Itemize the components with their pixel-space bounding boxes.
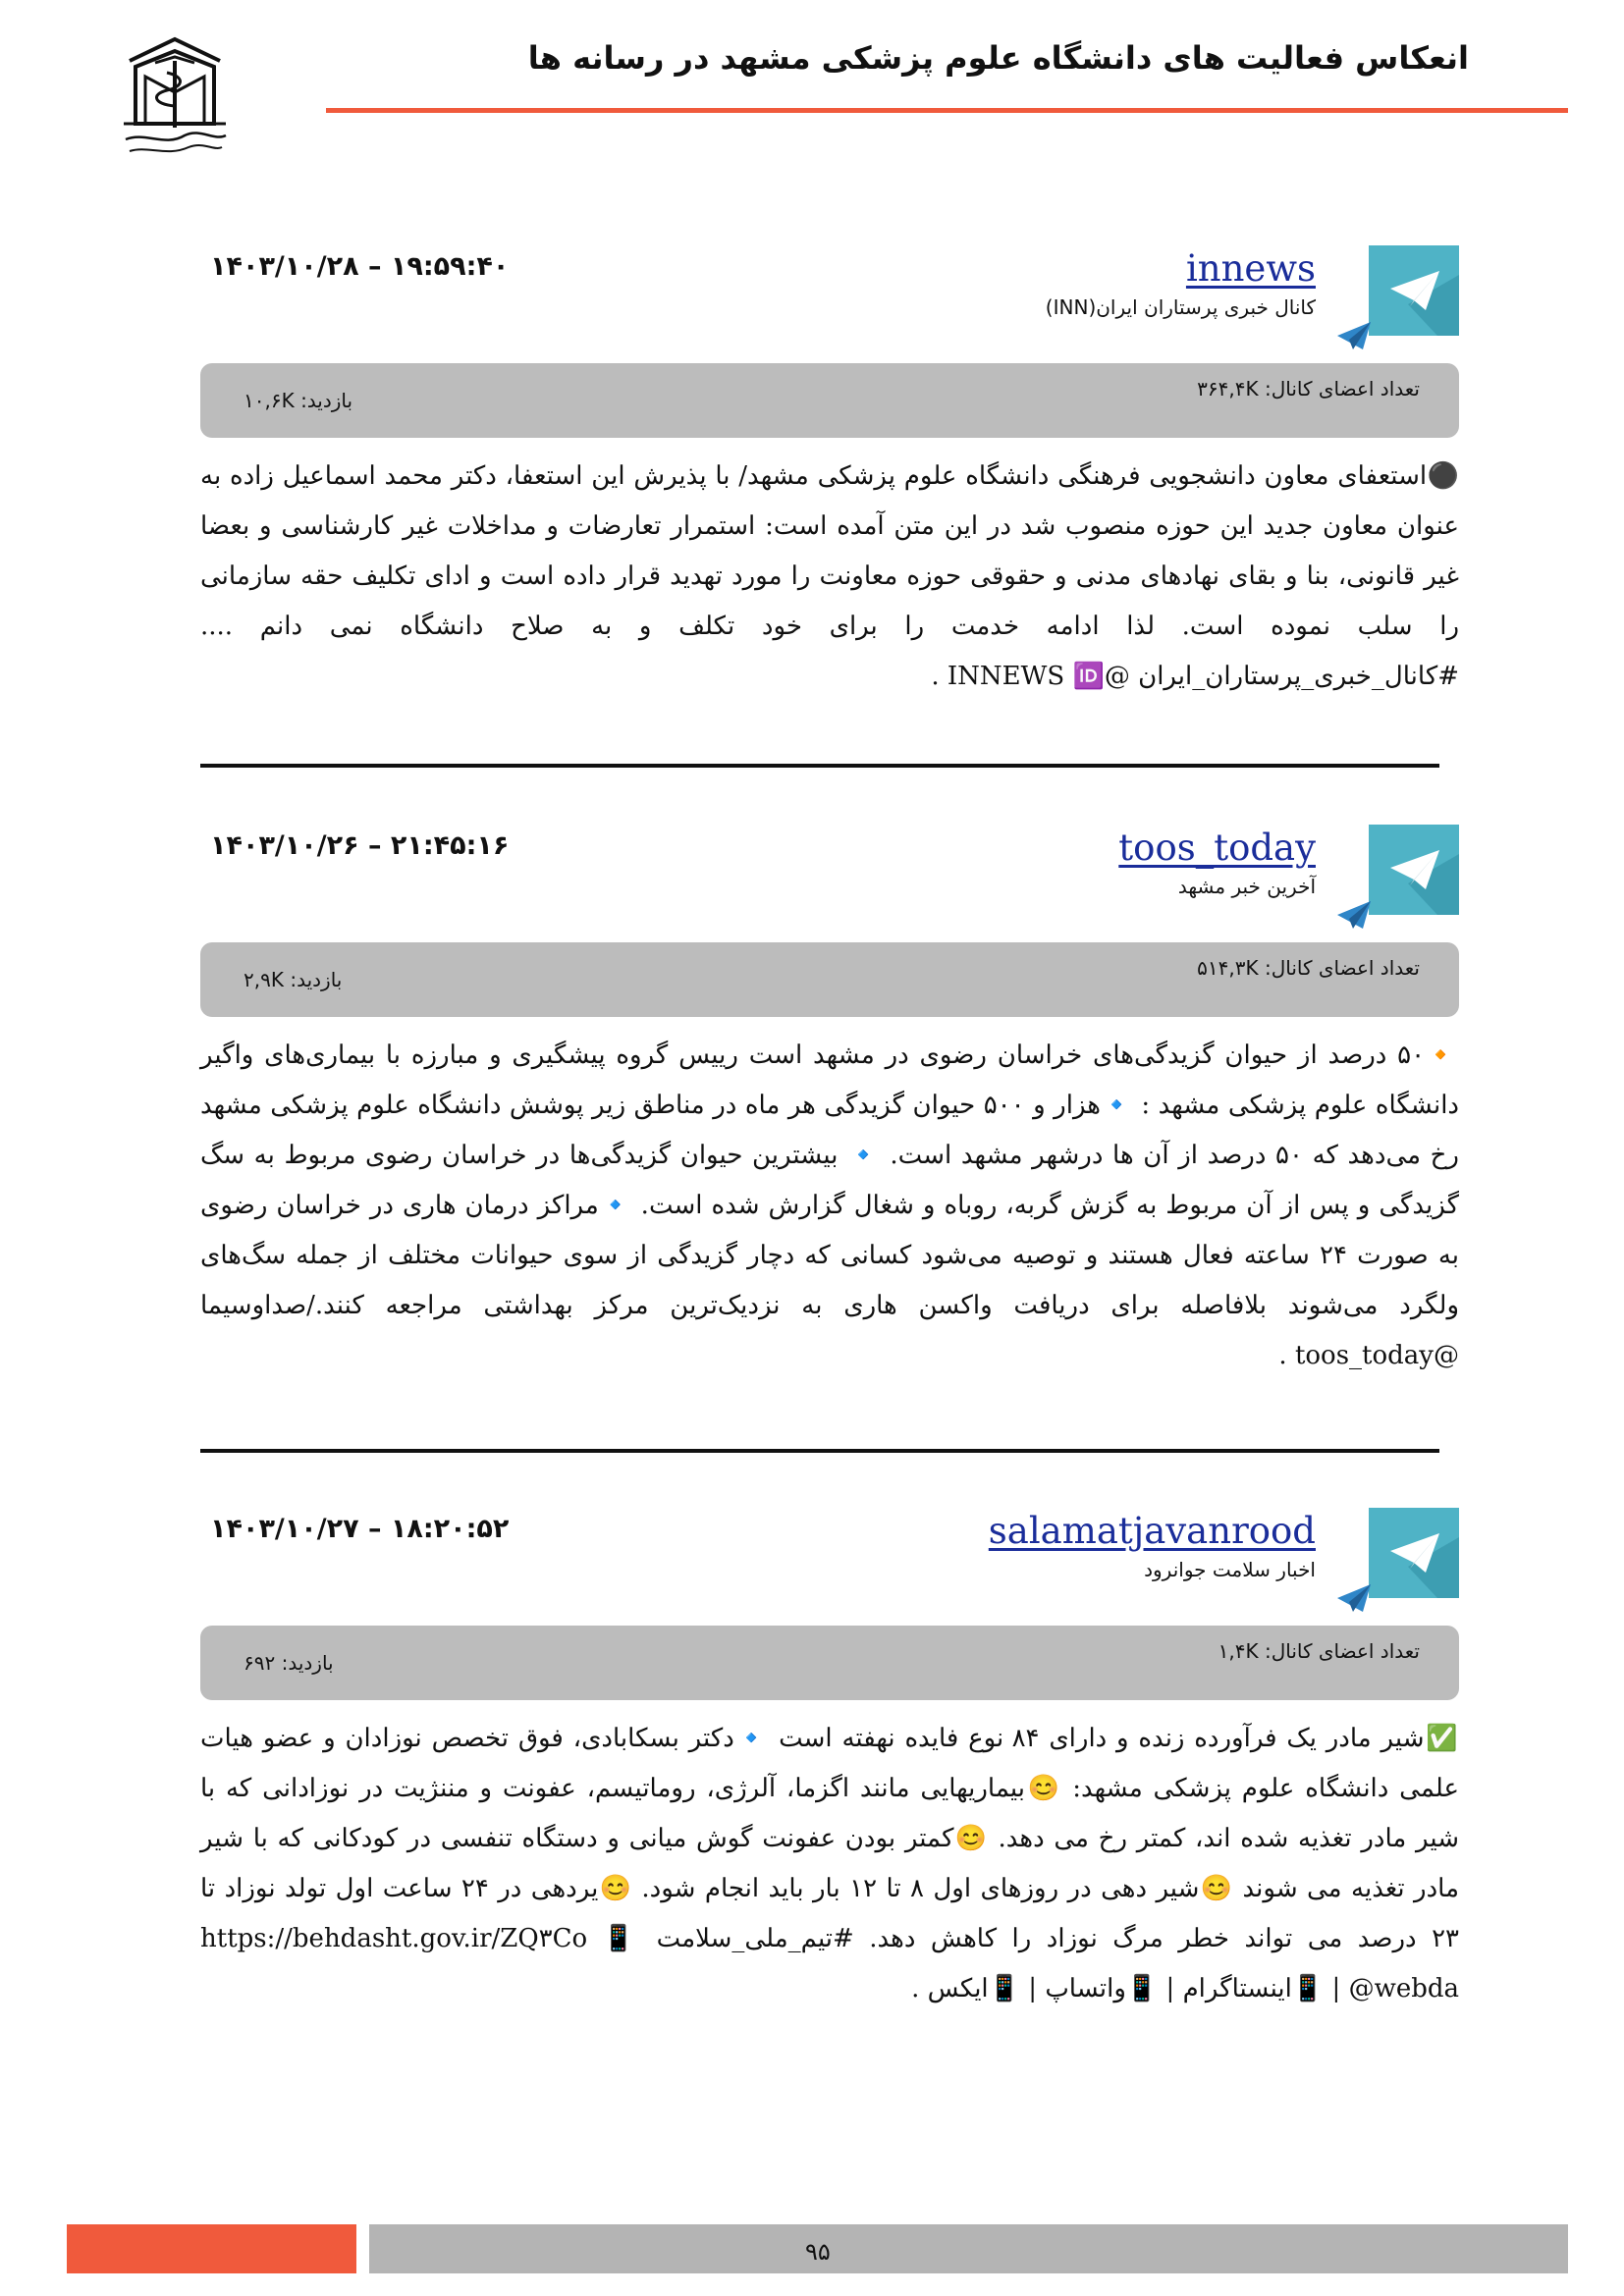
- post-body: 🔸۵۰ درصد از حیوان گزیدگی‌های خراسان رضوی در مشهد است رییس گروه پیشگیری و مبارزه با بیماری‌های واگیر دانشگاه علوم پزشکی مشهد : 🔹هزار و ۵۰۰ حیوان گزیدگی هر ماه در مناطق زیر پوشش دانشگاه علوم پزشکی مشهد رخ می‌دهد که ۵۰ درصد از آن ها درشهر مشهد است. 🔹 بیشترین حیوان گزیدگی‌ها در خراسان رضوی مربوط به سگ گزیدگی و پس از آن مربوط به گزش گربه، روباه و شغال گزارش شده است. 🔹مراکز درمان هاری در خراسان رضوی به صورت ۲۴ ساعته فعال هستند و توصیه می‌شود کسانی که دچار گزیدگی از سوی حیوانات مختلف از جمله سگ‌های ولگرد می‌شوند بلافاصله برای دریافت واکسن هاری به نزدیک‌ترین مرکز بهداشتی مراجعه کنند./صداوسیما @toos_today .: [200, 1041, 1460, 1370]
- members-label: تعداد اعضای کانال:: [1264, 377, 1420, 400]
- channel-link[interactable]: salamatjavanrood: [988, 1510, 1316, 1552]
- views-label: بازدید:: [300, 389, 353, 412]
- views-label: بازدید:: [281, 1651, 334, 1675]
- channel-name: آخرین خبر مشهد: [1177, 875, 1316, 898]
- views-value: ۲,۹K: [244, 968, 284, 991]
- header-rule: [326, 108, 1568, 113]
- post-body: ⚫استعفای معاون دانشجویی فرهنگی دانشگاه علوم پزشکی مشهد/ با پذیرش این استعفا، دکتر محمد اسماعیل زاده به عنوان معاون جدید این حوزه منصوب شد در این متن آمده است: استمرار تعارضات و مداخلات غیر کارشناسی و بعضا غیر قانونی، بنا و بقای نهادهای مدنی و حقوقی حوزه معاونت را مورد تهدید قرار داده است و ادای تکلیف حقه سازمانی را سلب نموده است. لذا ادامه خدمت را برای خود تکلف و به صلاح دانشگاه نمی دانم .... #کانال_خبری_پرستاران_ایران @INNEWS 🆔 .: [200, 461, 1459, 691]
- members-value: ۵۱۴,۳K: [1197, 956, 1259, 980]
- post-body: ✅شیر مادر یک فرآورده زنده و دارای ۸۴ نوع فایده نهفته است 🔹دکتر بسکابادی، فوق تخصص نوزادان و عضو هیات علمی دانشگاه علوم پزشکی مشهد: 😊بیماریهایی مانند اگزما، آلرژی، روماتیسم، عفونت و مننژیت در نوزادانی که با شیر مادر تغذیه شده اند، کمتر رخ می دهد. 😊کمتر بودن عفونت گوش میانی و دستگاه تنفسی در کودکانی که با شیر مادر تغذیه می شوند 😊شیر دهی در روزهای اول ۸ تا ۱۲ بار باید انجام شود. 😊یردهی در ۲۴ ساعت اول تولد نوزاد تا ۲۳ درصد می تواند خطر مرگ نوزاد را کاهش دهد. #تیم_ملی_سلامت https://behdasht.gov.ir/ZQ۳Co 📱@webda | 📱اینستاگرام | 📱واتساپ | 📱ایکس .: [200, 1724, 1460, 2003]
- members-value: ۳۶۴,۴K: [1197, 377, 1259, 400]
- post-divider: [200, 764, 1439, 768]
- channel-name: اخبار سلامت جوانرود: [1144, 1558, 1316, 1581]
- members-stat: [1197, 956, 1420, 980]
- views-value: ۱۰,۶K: [244, 389, 295, 412]
- telegram-small-icon: [1335, 899, 1373, 931]
- telegram-icon: [1369, 245, 1459, 336]
- news-post: [200, 1508, 1459, 2057]
- page-number: ۹۵: [805, 2238, 831, 2266]
- news-post: [200, 825, 1459, 1374]
- members-label: تعداد اعضای کانال:: [1264, 1639, 1420, 1663]
- post-divider: [200, 1449, 1439, 1453]
- views-stat: [244, 968, 342, 991]
- views-value: ۶۹۲: [244, 1651, 276, 1675]
- telegram-icon: [1369, 825, 1459, 915]
- post-datetime: ۱۴۰۳/۱۰/۲۸ – ۱۹:۵۹:۴۰: [210, 251, 510, 282]
- members-value: ۱,۴K: [1218, 1639, 1259, 1663]
- post-datetime: ۱۴۰۳/۱۰/۲۶ – ۲۱:۴۵:۱۶: [210, 830, 510, 861]
- news-post: [200, 245, 1459, 795]
- members-label: تعداد اعضای کانال:: [1264, 956, 1420, 980]
- telegram-small-icon: [1335, 320, 1373, 351]
- channel-name: کانال خبری پرستاران ایران(INN): [1045, 295, 1316, 319]
- telegram-icon: [1369, 1508, 1459, 1598]
- stats-bar: [200, 363, 1459, 438]
- members-stat: [1218, 1639, 1420, 1663]
- views-stat: [244, 389, 352, 412]
- post-datetime: ۱۴۰۳/۱۰/۲۷ – ۱۸:۲۰:۵۲: [210, 1514, 510, 1544]
- university-logo: [116, 33, 234, 165]
- stats-bar: [200, 1626, 1459, 1700]
- footer-accent-bar: [67, 2224, 356, 2273]
- views-stat: [244, 1651, 334, 1675]
- members-stat: [1197, 377, 1420, 400]
- stats-bar: [200, 942, 1459, 1017]
- channel-link[interactable]: toos_today: [1118, 827, 1316, 869]
- page-title: انعکاس فعالیت های دانشگاه علوم پزشکی مشهد در رسانه ها: [527, 39, 1469, 77]
- channel-link[interactable]: innews: [1185, 247, 1316, 290]
- views-label: بازدید:: [290, 968, 343, 991]
- telegram-small-icon: [1335, 1582, 1373, 1614]
- footer-bar: [369, 2224, 1568, 2273]
